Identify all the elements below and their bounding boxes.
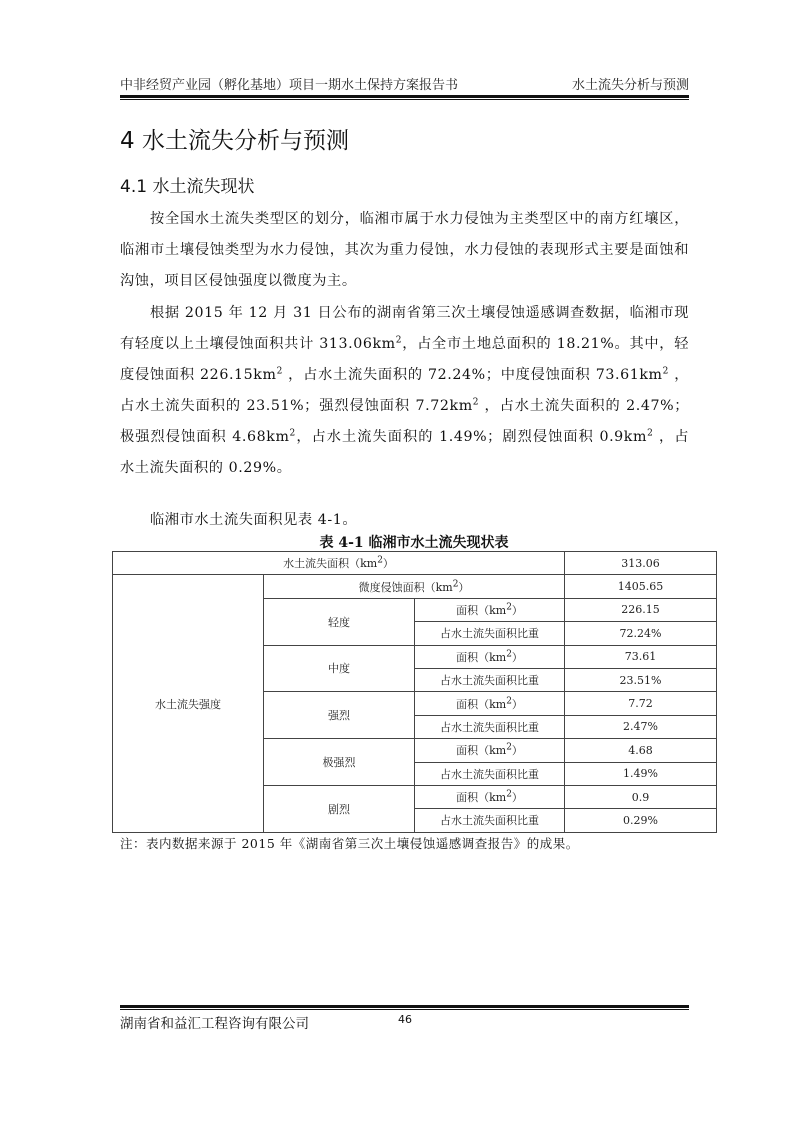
level-name-cell: 轻度	[264, 598, 415, 645]
page-number: 46	[398, 1013, 412, 1026]
superscript: 2	[662, 366, 669, 377]
area-value-cell: 4.68	[565, 739, 717, 762]
footer-rule	[120, 1005, 689, 1008]
superscript: 2	[647, 428, 654, 439]
area-value-cell: 73.61	[565, 645, 717, 668]
p2-text-3: ，占水土流失面积的 72.24%；中度侵蚀面积 73.61km	[282, 367, 663, 383]
footer-rule-thin	[120, 1009, 689, 1010]
paragraph-erosion-type: 按全国水土流失类型区的划分，临湘市属于水力侵蚀为主类型区中的南方红壤区，临湘市土壤侵蚀类型为水力侵蚀，其次为重力侵蚀，水力侵蚀的表现形式主要是面蚀和沟蚀，项目区侵蚀强度以微度为主。	[120, 211, 689, 289]
area-value-cell: 0.9	[565, 785, 717, 808]
area-label-cell: 面积$(km^2)$	[415, 645, 565, 668]
level-name-cell: 极强烈	[264, 739, 415, 786]
p2-text-1: 根据 2015 年 12 月 31 日公布的湖南省第三次土壤侵蚀遥感调查数据，临湘市现有轻度以上土壤侵蚀面积共计 313.06km	[120, 305, 689, 352]
area-label-cell: 面积$(km^2)$	[415, 692, 565, 715]
level-name-cell: 剧烈	[264, 785, 415, 832]
level-name-cell: 中度	[264, 645, 415, 692]
micro-value-cell: 1405.65	[565, 575, 717, 598]
table-caption: 表 4-1 临湘市水土流失现状表	[319, 535, 509, 551]
paragraph-erosion-data	[120, 298, 689, 484]
header-rule	[120, 95, 689, 98]
ratio-label-cell: 占水土流失面积比重	[415, 762, 565, 785]
area-value-cell: 226.15	[565, 598, 717, 621]
p2-text-2: ，占全市土地总面积的 18.21%。其中，轻度侵蚀面积 226.15km	[120, 336, 690, 383]
p2-text-7: ，占水土流失面积的 0.29%。	[120, 429, 689, 476]
ratio-label-cell: 占水土流失面积比重	[415, 668, 565, 691]
area-value-cell: 7.72	[565, 692, 717, 715]
micro-label-cell: 微度侵蚀面积$(km^2)$	[264, 575, 565, 598]
ratio-label-cell: 占水土流失面积比重	[415, 809, 565, 832]
ratio-value-cell: 0.29%	[565, 809, 717, 832]
total-value-cell: 313.06	[565, 552, 717, 575]
ratio-value-cell: 23.51%	[565, 668, 717, 691]
header-document-title: 中非经贸产业园（孵化基地）项目一期水土保持方案报告书	[120, 78, 459, 93]
header-rule-thin	[120, 99, 689, 100]
erosion-status-table	[112, 551, 717, 833]
area-label-cell: 面积$(km^2)$	[415, 739, 565, 762]
superscript: 2	[472, 397, 480, 408]
table-row-micro	[113, 575, 717, 598]
ratio-label-cell: 占水土流失面积比重	[415, 715, 565, 738]
table-row-total	[113, 552, 717, 575]
section-heading: 4.1 水土流失现状	[120, 177, 255, 197]
chapter-heading: 4 水土流失分析与预测	[120, 128, 349, 154]
total-label-cell: 水土流失面积$(km^2)$	[113, 552, 565, 575]
p2-text-5: ，占水土流失面积的 2.47%；极强烈侵蚀面积 4.68km	[120, 398, 689, 445]
ratio-value-cell: 2.47%	[565, 715, 717, 738]
group-label-cell: 水土流失强度	[113, 575, 264, 832]
superscript: 2	[289, 428, 296, 439]
ratio-label-cell: 占水土流失面积比重	[415, 622, 565, 645]
footer-company: 湖南省和益汇工程咨询有限公司	[120, 1016, 309, 1032]
superscript: 2	[395, 335, 403, 346]
table-note: 注：表内数据来源于 2015 年《湖南省第三次土壤侵蚀遥感调查报告》的成果。	[120, 836, 579, 851]
header-chapter-title: 水土流失分析与预测	[571, 78, 689, 93]
ratio-value-cell: 1.49%	[565, 762, 717, 785]
area-label-cell: 面积$(km^2)$	[415, 598, 565, 621]
p2-text-6: ，占水土流失面积的 1.49%；剧烈侵蚀面积 0.9km	[295, 429, 648, 445]
ratio-value-cell: 72.24%	[565, 622, 717, 645]
superscript: 2	[276, 366, 283, 377]
level-name-cell: 强烈	[264, 692, 415, 739]
area-label-cell: 面积$(km^2)$	[415, 785, 565, 808]
running-header	[120, 74, 689, 94]
p2-text-4: ，占水土流失面积的 23.51%；强烈侵蚀面积 7.72km	[120, 367, 689, 414]
paragraph-table-reference: 临湘市水土流失面积见表 4-1。	[150, 512, 358, 528]
